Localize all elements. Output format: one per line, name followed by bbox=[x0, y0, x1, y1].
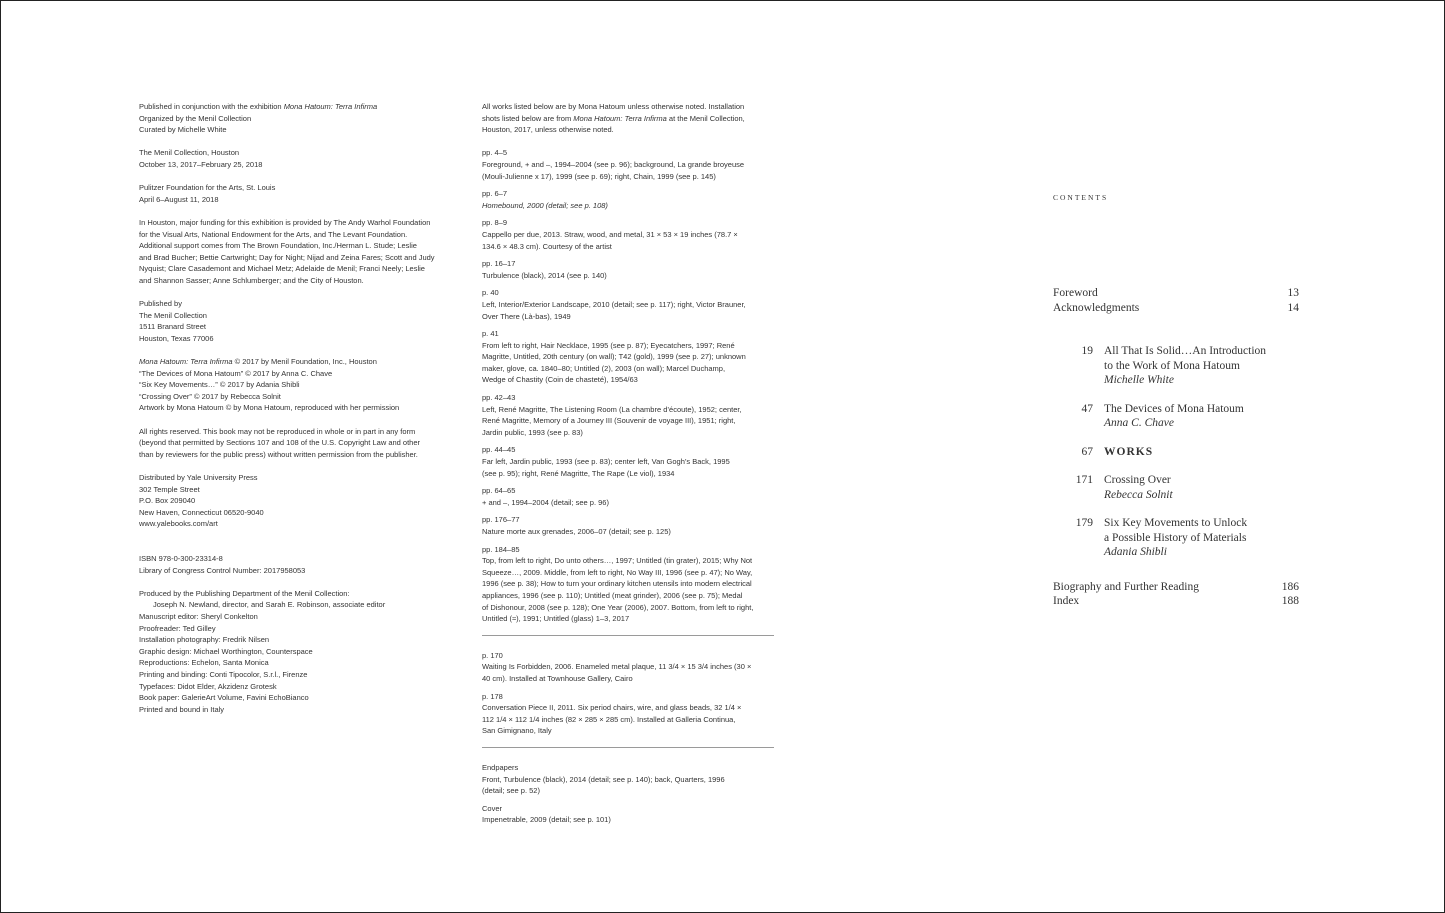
funding-line: In Houston, major funding for this exhibition is provided by The Andy Warhol Foundation bbox=[139, 217, 431, 227]
credit-page-ref: p. 41 bbox=[482, 329, 499, 339]
distributor-line: P.O. Box 209040 bbox=[139, 496, 196, 506]
credits-intro-line: All works listed below are by Mona Hatoum unless otherwise noted. Installation bbox=[482, 102, 745, 111]
credit-text: Waiting Is Forbidden, 2006. Enameled metal plaque, 11 3/4 × 15 3/4 inches (30 × 40 cm). Installed at Townhouse Gallery, Cairo bbox=[482, 662, 752, 683]
distributor-url: www.yalebooks.com/art bbox=[139, 519, 218, 529]
credit-text: Left, Interior/Exterior Landscape, 2010 (detail; see p. 117); right, Victor Brauner, Over There (Là-bas), 1949 bbox=[482, 299, 746, 321]
credit-entry bbox=[482, 485, 774, 508]
production-line: Book paper: GalerieArt Volume, Favini EchoBianco bbox=[139, 693, 309, 703]
curator-line: Curated by Michelle White bbox=[139, 125, 227, 135]
credit-text: Homebound, 2000 (detail; see p. 108) bbox=[482, 200, 608, 210]
colophon-column bbox=[139, 101, 439, 727]
production-line: Manuscript editor: Sheryl Conkelton bbox=[139, 611, 258, 621]
distributor-line: New Haven, Connecticut 06520-9040 bbox=[139, 507, 264, 517]
production-line: Printed and bound in Italy bbox=[139, 704, 225, 714]
production-block bbox=[139, 588, 439, 716]
credit-entry bbox=[482, 762, 774, 797]
credit-text: Far left, Jardin public, 1993 (see p. 83); center left, Van Gogh’s Back, 1995 (see p. 95); right, René Magritte, The Rape (Le viol), 1934 bbox=[482, 457, 730, 478]
publisher-line: 1511 Branard Street bbox=[139, 322, 206, 332]
credit-entry bbox=[482, 444, 774, 479]
venue-st-louis bbox=[139, 182, 439, 205]
toc-essay-title: Six Key Movements to Unlock bbox=[1104, 517, 1248, 529]
contents-heading: CONTENTS bbox=[1053, 193, 1109, 202]
toc-entry[interactable] bbox=[1053, 301, 1299, 316]
credit-entry bbox=[482, 217, 774, 252]
production-line: Reproductions: Echelon, Santa Monica bbox=[139, 658, 269, 668]
toc-essay-entry[interactable] bbox=[1053, 344, 1313, 388]
production-line: Proofreader: Ted Gilley bbox=[139, 623, 216, 633]
credit-page-ref: pp. 8–9 bbox=[482, 218, 508, 228]
distributor-line: Distributed by Yale University Press bbox=[139, 473, 258, 482]
toc-essay-author: Anna C. Chave bbox=[1104, 417, 1174, 429]
credit-page-ref: pp. 6–7 bbox=[482, 189, 508, 199]
credits-intro-line: shots listed below are from bbox=[482, 113, 574, 123]
publisher-block bbox=[139, 298, 439, 344]
organizer-line: Organized by the Menil Collection bbox=[139, 113, 252, 123]
credit-page-ref: p. 170 bbox=[482, 650, 503, 660]
credits-intro-line: at the Menil Collection, bbox=[666, 113, 745, 123]
toc-entry-page: 14 bbox=[1287, 301, 1299, 314]
toc-essay-entry[interactable] bbox=[1053, 473, 1313, 502]
toc-entry-title: Biography and Further Reading bbox=[1053, 580, 1199, 593]
credit-text: Impenetrable, 2009 (detail; see p. 101) bbox=[482, 815, 611, 825]
venue-dates: April 6–August 11, 2018 bbox=[139, 194, 219, 204]
toc-entry[interactable] bbox=[1053, 580, 1299, 595]
toc-essay-title: The Devices of Mona Hatoum bbox=[1104, 402, 1244, 415]
credit-text: Foreground, + and –, 1994–2004 (see p. 96); background, La grande broyeuse (Mouli-Julienne x 17), 1999 (see p. 69); right, Chain, 1999 (see p. 145) bbox=[482, 159, 745, 181]
toc-essay-title: to the Work of Mona Hatoum bbox=[1104, 359, 1240, 372]
copyright-line: Artwork by Mona Hatoum © by Mona Hatoum, reproduced with her permission bbox=[139, 403, 400, 413]
copyright-line: “Crossing Over” © 2017 by Rebecca Solnit bbox=[139, 391, 281, 401]
toc-essay-title: Crossing Over bbox=[1104, 474, 1171, 486]
production-line: Installation photography: Fredrik Nilsen bbox=[139, 635, 270, 645]
toc-essay-title: All That Is Solid…An Introduction bbox=[1104, 345, 1267, 357]
publisher-line: The Menil Collection bbox=[139, 310, 207, 320]
credit-entry bbox=[482, 514, 774, 537]
rights-line: (beyond that permitted by Sections 107 and 108 of the U.S. Copyright Law and other bbox=[139, 438, 421, 448]
copyright-line: “The Devices of Mona Hatoum” © 2017 by Anna C. Chave bbox=[139, 368, 333, 378]
toc-essay-author: Michelle White bbox=[1104, 374, 1174, 386]
credit-page-ref: pp. 184–85 bbox=[482, 544, 520, 554]
credit-text: Cappello per due, 2013. Straw, wood, and metal, 31 × 53 × 19 inches (78.7 × 134.6 × 48.3 cm). Courtesy of the artist bbox=[482, 229, 738, 251]
copyright-title: Mona Hatoum: Terra Infirma bbox=[139, 357, 233, 367]
toc-essay-title: a Possible History of Materials bbox=[1104, 531, 1247, 544]
venue-line: Pulitzer Foundation for the Arts, St. Louis bbox=[139, 183, 276, 193]
credit-page-ref: pp. 176–77 bbox=[482, 515, 520, 525]
credit-page-ref: pp. 44–45 bbox=[482, 445, 516, 455]
venue-dates: October 13, 2017–February 25, 2018 bbox=[139, 159, 263, 169]
production-intro: Produced by the Publishing Department of the Menil Collection: bbox=[139, 588, 350, 598]
toc-essay-author: Adania Shibli bbox=[1104, 546, 1167, 558]
toc-front-matter bbox=[1053, 286, 1313, 315]
funding-line: for the Visual Arts, National Endowment for the Arts, and The Levant Foundation. bbox=[139, 229, 408, 239]
credits-intro-line: Houston, 2017, unless otherwise noted. bbox=[482, 125, 614, 135]
credit-entry bbox=[482, 803, 774, 826]
funding-line: Additional support comes from The Brown Foundation, Inc./Herman L. Stude; Leslie bbox=[139, 241, 417, 251]
toc-essay-entry[interactable] bbox=[1053, 516, 1313, 560]
production-line: Graphic design: Michael Worthington, Counterspace bbox=[139, 646, 313, 656]
funding-line: Nyquist; Clare Casademont and Michael Metz; Adelaide de Menil; Franci Neely; Leslie bbox=[139, 264, 425, 274]
rights-line: All rights reserved. This book may not be reproduced in whole or in part in any form bbox=[139, 426, 416, 436]
copyright-suffix: © 2017 by Menil Foundation, Inc., Houston bbox=[232, 357, 377, 367]
rights-block bbox=[139, 426, 439, 461]
toc-essay-page: 19 bbox=[1081, 345, 1093, 357]
toc-entry[interactable] bbox=[1053, 286, 1299, 301]
toc-entry-page: 13 bbox=[1287, 287, 1299, 299]
toc-essay-page: 47 bbox=[1081, 402, 1093, 415]
publisher-line: Published by bbox=[139, 299, 182, 309]
toc-essay-page: 171 bbox=[1075, 474, 1093, 486]
production-editors: Joseph N. Newland, director, and Sarah E. Robinson, associate editor bbox=[153, 600, 386, 610]
section-divider bbox=[482, 635, 774, 636]
isbn-block bbox=[139, 553, 439, 576]
credit-page-ref: pp. 4–5 bbox=[482, 148, 508, 158]
credit-entry bbox=[482, 328, 774, 386]
funding-block bbox=[139, 217, 439, 287]
venue-houston bbox=[139, 147, 439, 170]
credit-entry bbox=[482, 691, 774, 737]
publisher-line: Houston, Texas 77006 bbox=[139, 333, 214, 343]
credit-page-ref: pp. 16–17 bbox=[482, 259, 516, 269]
credit-entry bbox=[482, 544, 774, 625]
photo-credits-column bbox=[482, 101, 774, 832]
funding-line: and Shannon Sasser; Anne Schlumberger; and the City of Houston. bbox=[139, 275, 364, 285]
toc-essay-entry[interactable] bbox=[1053, 402, 1313, 431]
credit-page-ref: pp. 42–43 bbox=[482, 393, 516, 403]
credit-text: Turbulence (black), 2014 (see p. 140) bbox=[482, 270, 607, 280]
toc-entry-title: Acknowledgments bbox=[1053, 301, 1140, 314]
exhibition-prefix: Published in conjunction with the exhibition bbox=[139, 102, 284, 111]
credit-text: Top, from left to right, Do unto others…, 1997; Untitled (tin grater), 2015; Why Not Squeeze…, 2009. Middle, from left to right, No Way III, 1996 (see p. 47); No Way, 1996 (see p. 38); How to turn your ordinary kitchen utensils into modern electrical appliances, 1996 (see p. 110); Untitled (meat grinder), 2006 (see p. 75); Medal of Dishonour, 2008 (see p. 128); One Year (2006), 2007. Bottom, from left to right, Untitled (≈), 1991; Untitled (glass) 1–3, 2017 bbox=[482, 556, 754, 624]
venue-line: The Menil Collection, Houston bbox=[139, 148, 240, 158]
copyright-line: “Six Key Movements…” © 2017 by Adania Shibli bbox=[139, 380, 300, 390]
credit-entry bbox=[482, 650, 774, 685]
distributor-line: 302 Temple Street bbox=[139, 484, 200, 494]
credit-page-ref: p. 40 bbox=[482, 288, 499, 298]
isbn-line: ISBN 978-0-300-23314-8 bbox=[139, 553, 223, 563]
toc-entry-title: Index bbox=[1053, 595, 1080, 607]
toc-essay-page: 179 bbox=[1075, 517, 1093, 529]
credit-page-ref: p. 178 bbox=[482, 691, 503, 701]
toc-essay-page: 67 bbox=[1081, 445, 1093, 458]
credit-page-ref: Endpapers bbox=[482, 762, 519, 772]
credit-text: Front, Turbulence (black), 2014 (detail; see p. 140); back, Quarters, 1996 (detail; see p. 52) bbox=[482, 774, 725, 796]
toc-essay-author: Rebecca Solnit bbox=[1104, 488, 1173, 501]
credit-text: Conversation Piece II, 2011. Six period chairs, wire, and glass beads, 32 1/4 × 112 1/4 × 112 1/4 inches (82 × 285 × 285 cm). Installed at Galleria Continua, San Gimignano, Italy bbox=[482, 703, 742, 736]
funding-line: and Brad Bucher; Bettie Cartwright; Day for Night; Nijad and Zeina Fares; Scott and Judy bbox=[139, 252, 435, 262]
credit-page-ref: pp. 64–65 bbox=[482, 486, 516, 496]
section-divider bbox=[482, 747, 774, 748]
credit-text: Left, René Magritte, The Listening Room (La chambre d’écoute), 1952; center, René Magritte, Memory of a Journey III (Souvenir de voyage III), 1951; right, Jardin public, 1993 (see p. 83) bbox=[482, 404, 742, 437]
credit-entry bbox=[482, 258, 774, 281]
credit-page-ref: Cover bbox=[482, 803, 503, 813]
toc-entry-title: Foreword bbox=[1053, 287, 1098, 299]
credit-entry bbox=[482, 188, 774, 211]
toc-entry-page: 188 bbox=[1281, 595, 1299, 607]
credit-text: + and –, 1994–2004 (detail; see p. 96) bbox=[482, 497, 609, 507]
credit-entry bbox=[482, 392, 774, 438]
toc-entry-page: 186 bbox=[1281, 580, 1299, 593]
copyright-block bbox=[139, 356, 439, 414]
production-line: Typefaces: Didot Elder, Akzidenz Grotesk bbox=[139, 681, 277, 691]
lccn-line: Library of Congress Control Number: 2017958053 bbox=[139, 565, 306, 575]
credits-intro bbox=[482, 101, 774, 136]
toc-entry[interactable] bbox=[1053, 594, 1299, 609]
exhibition-block bbox=[139, 101, 439, 136]
credit-entry bbox=[482, 147, 774, 182]
toc-works-entry[interactable] bbox=[1053, 445, 1313, 460]
exhibition-title: Mona Hatoum: Terra Infirma bbox=[283, 102, 378, 111]
credit-text: Nature morte aux grenades, 2006–07 (detail; see p. 125) bbox=[482, 527, 671, 536]
toc-back-matter bbox=[1053, 580, 1313, 609]
rights-line: than by reviewers for the public press) without written permission from the publisher. bbox=[139, 449, 418, 459]
credit-entry bbox=[482, 287, 774, 322]
toc-essays bbox=[1053, 344, 1313, 560]
table-of-contents bbox=[1053, 193, 1313, 609]
toc-works-title: WORKS bbox=[1104, 445, 1154, 458]
credits-intro-title: Mona Hatoum: Terra Infirma bbox=[573, 113, 667, 123]
production-line: Printing and binding: Conti Tipocolor, S.r.l., Firenze bbox=[139, 669, 308, 679]
credit-text: From left to right, Hair Necklace, 1995 (see p. 87); Eyecatchers, 1997; René Magritte, Untitled, 20th century (on wall); T42 (gold), 1999 (see p. 27); unknown maker, glove, ca. 1840–80; Untitled (2), 2003 (on wall); Marcel Duchamp, Wedge of Chastity (Coin de chasteté), 1954/63 bbox=[482, 340, 746, 385]
distributor-block bbox=[139, 472, 439, 530]
